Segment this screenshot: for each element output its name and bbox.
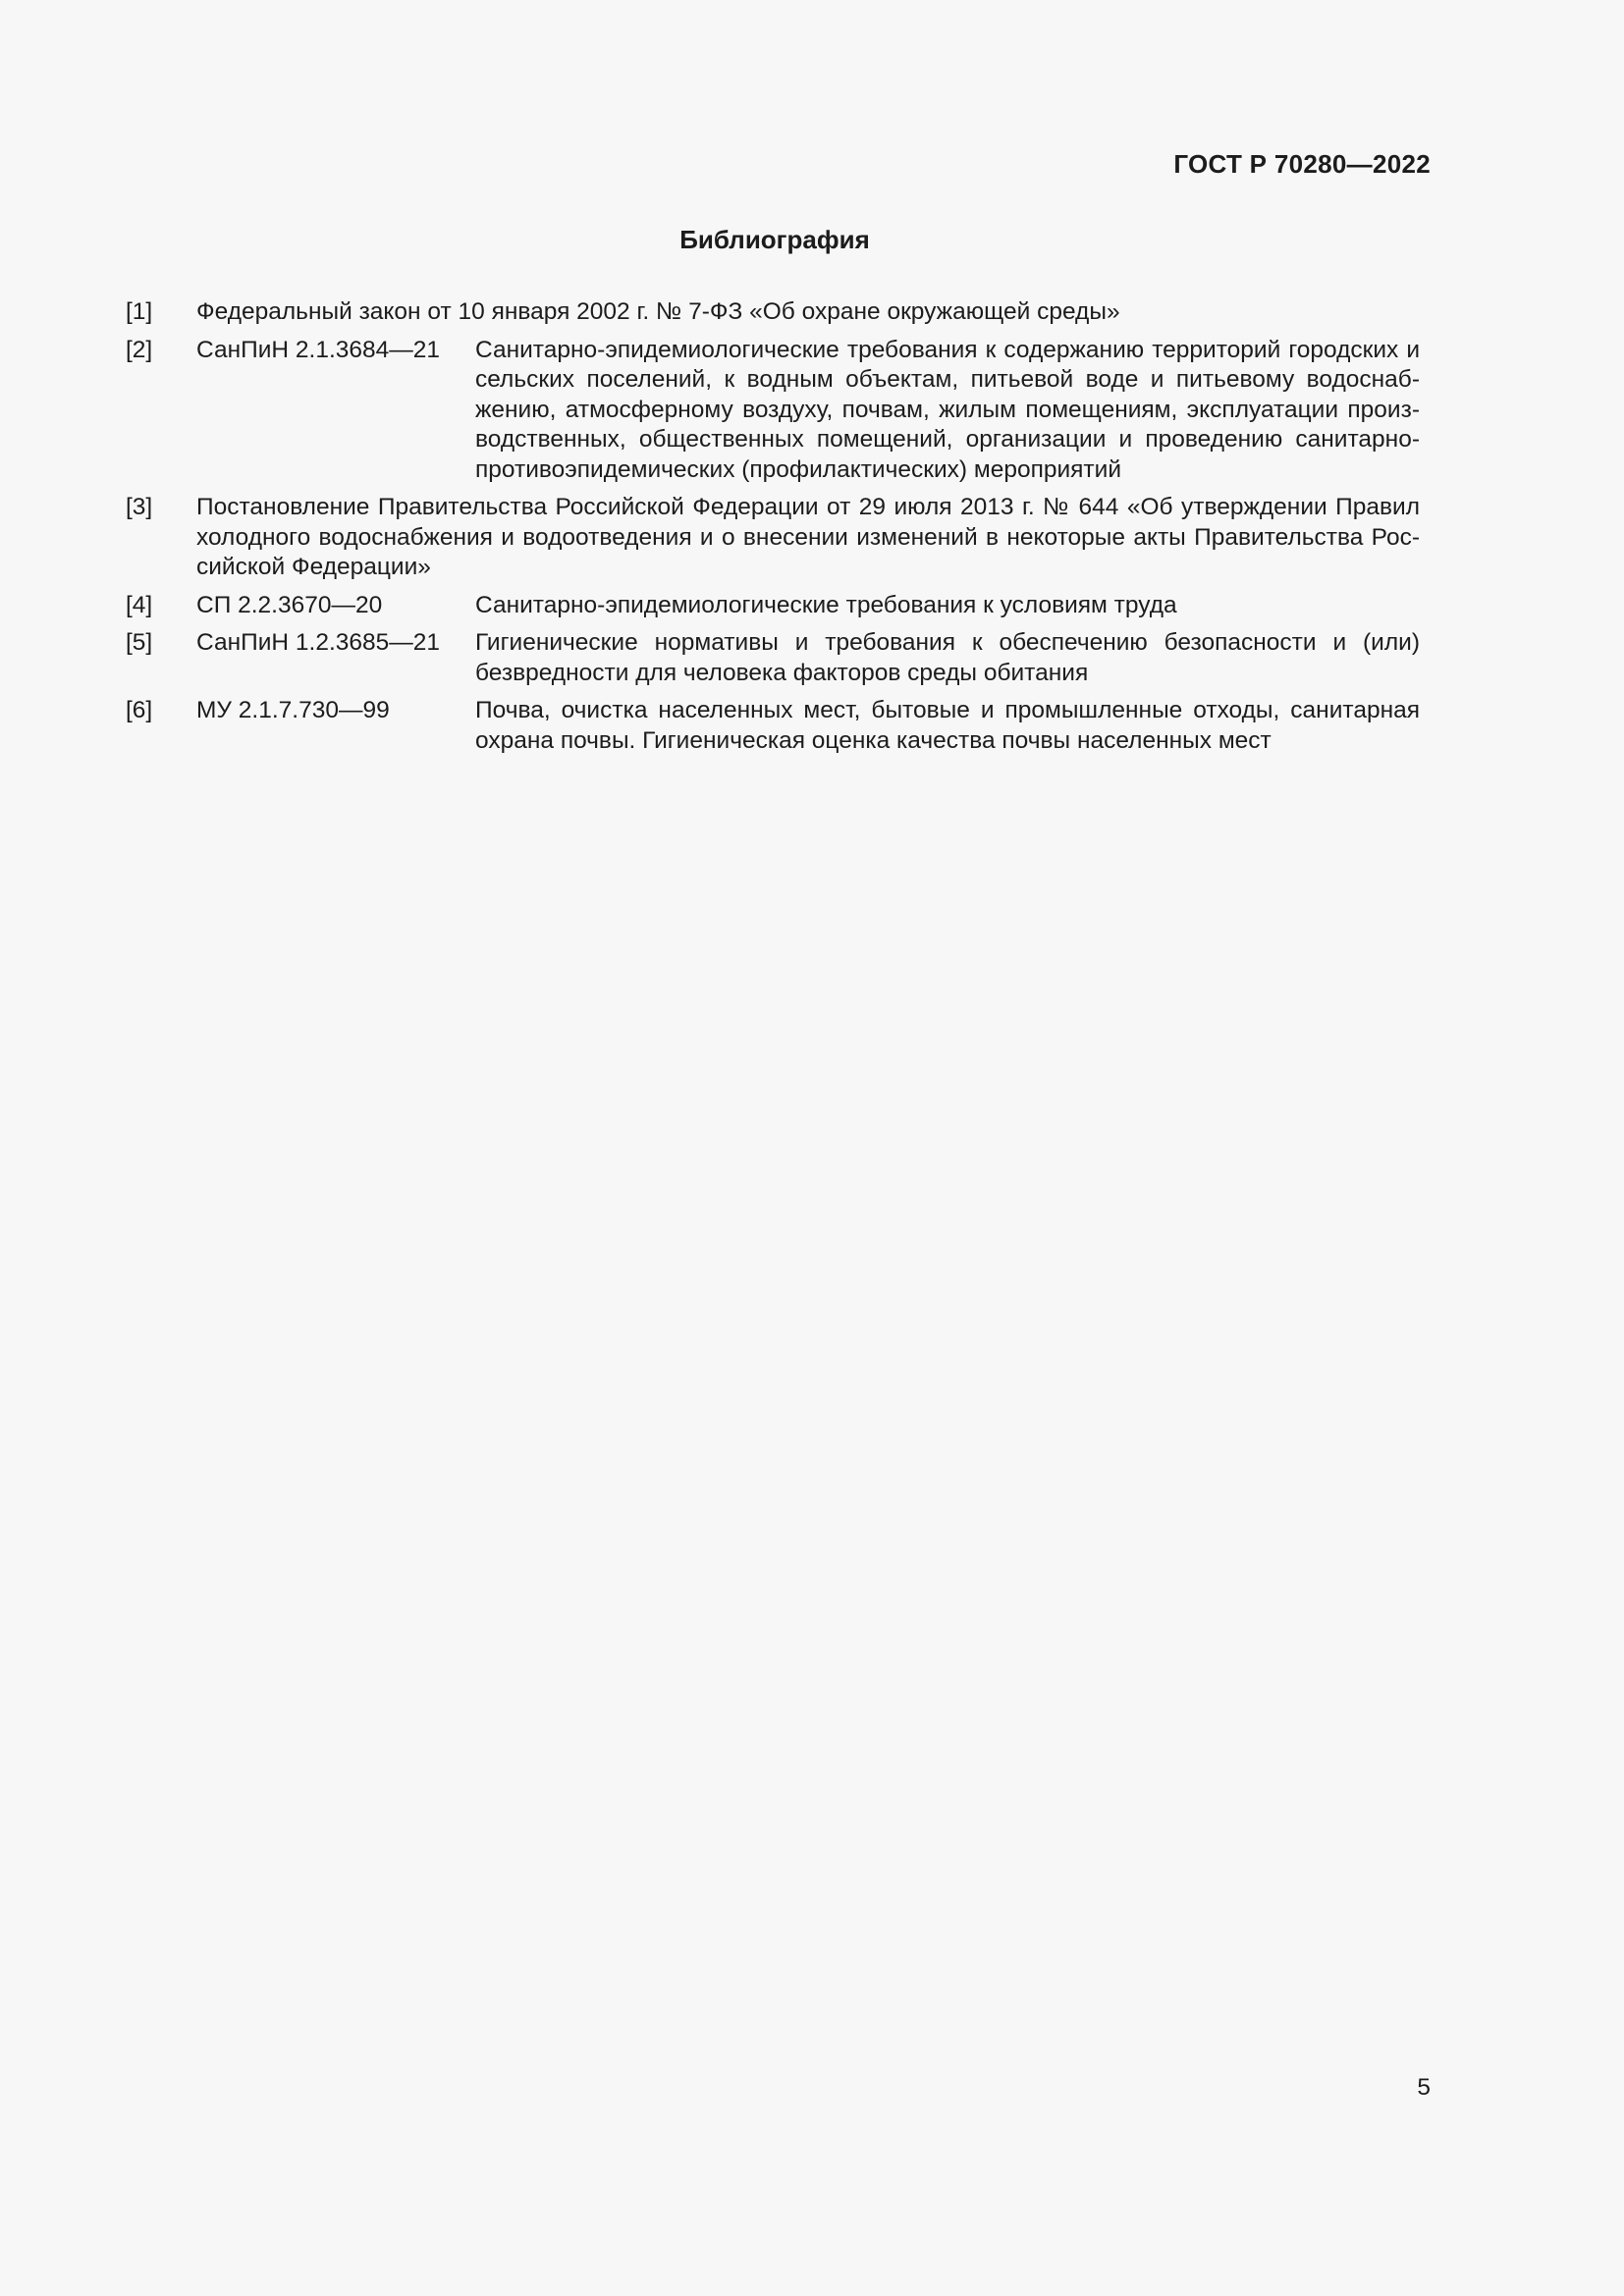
page-title: Библиография	[679, 225, 870, 254]
entry-number: [5]	[126, 629, 153, 656]
entry-number: [4]	[126, 591, 153, 618]
entry-code: СП 2.2.3670—20	[196, 591, 383, 618]
entry-code: МУ 2.1.7.730—99	[196, 697, 390, 723]
bibliography-entry-4	[126, 591, 1420, 621]
document-code: ГОСТ Р 70280—2022	[1173, 149, 1431, 179]
bibliography-entry-5	[126, 628, 1420, 688]
entry-text: Гигиенические нормативы и требования к обеспечению безопасности и (или) безвредности для человека факторов среды обитания	[475, 629, 1420, 686]
entry-number: [2]	[126, 336, 153, 363]
entry-code: СанПиН 2.1.3684—21	[196, 336, 441, 363]
entry-number: [6]	[126, 697, 153, 723]
entry-text: Постановление Правительства Российской Федерации от 29 июля 2013 г. № 644 «Об утверждении Правил холодного водоснабжения и водоотведения и о внесении изменений в некоторые акты Правительства Российской Федерации»	[196, 494, 1420, 580]
bibliography-entry-1	[126, 297, 1420, 328]
entry-number: [3]	[126, 494, 153, 520]
entry-number: [1]	[126, 298, 153, 325]
bibliography-list	[126, 297, 1420, 764]
entry-text: Федеральный закон от 10 января 2002 г. № 7-ФЗ «Об охране окружающей среды»	[196, 298, 1120, 325]
entry-text: Санитарно-эпидемиологические требования к условиям труда	[475, 591, 1177, 618]
page-number: 5	[1417, 2074, 1431, 2101]
entry-text: Почва, очистка населенных мест, бытовые и промышленные отходы, санитарная охрана почвы. Гигиеническая оценка качества почвы населенных мест	[475, 697, 1420, 754]
bibliography-entry-3	[126, 493, 1420, 583]
bibliography-entry-6	[126, 696, 1420, 756]
entry-code: СанПиН 1.2.3685—21	[196, 629, 441, 656]
entry-text: Санитарно-эпидемиологические требования к содержанию территорий городских и сельских поселений, к водным объектам, питьевой воде и питьевому водоснабжению, атмосферному воздуху, почвам, жилым помещениям, эксплуатации производственных, общественных помещений, организации и проведению санитарно-противоэпидемических (профилактических) мероприятий	[475, 336, 1420, 483]
bibliography-entry-2	[126, 336, 1420, 486]
